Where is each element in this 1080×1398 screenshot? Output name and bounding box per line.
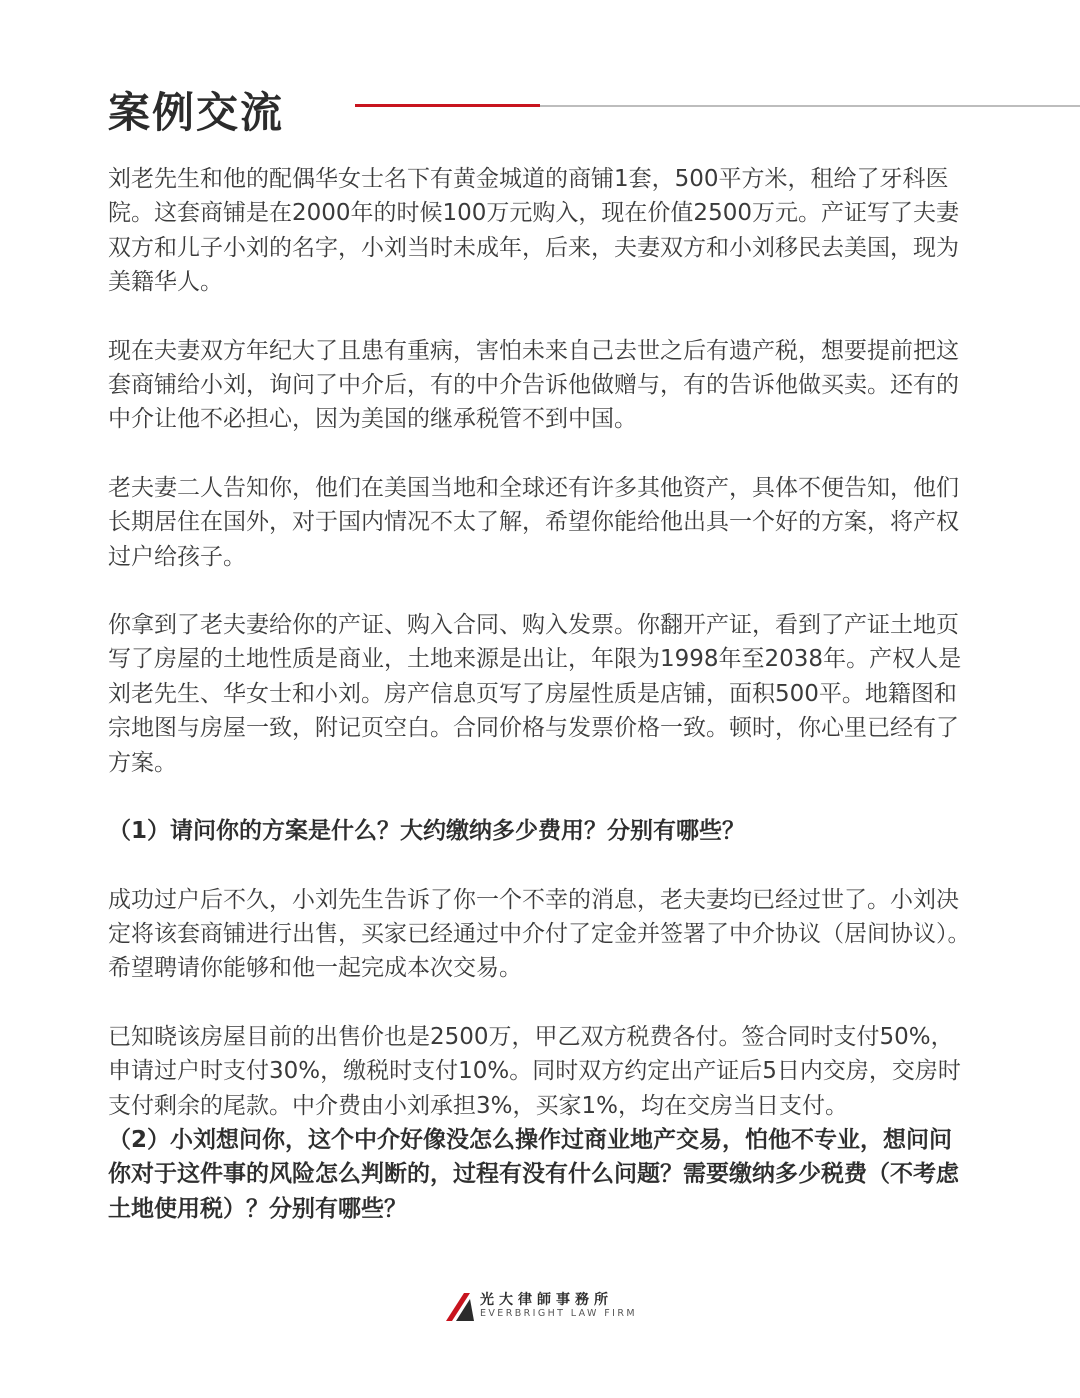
question-2: （2）小刘想问你，这个中介好像没怎么操作过商业地产交易，怕他不专业，想问问你对于这件事的风险怎么判断的，过程有没有什么问题？需要缴纳多少税费（不考虑土地使用税）？分别有哪些？ (108, 1126, 959, 1222)
firm-name-cn: 光大律師事務所 (480, 1292, 613, 1308)
firm-name-en: EVERBRIGHT LAW FIRM (480, 1308, 637, 1319)
page-title: 案例交流 (108, 88, 285, 137)
case-paragraph-5: 成功过户后不久，小刘先生告诉了你一个不幸的消息，老夫妻均已经过世了。小刘决定将该套商铺进行出售，买家已经通过中介付了定金并签署了中介协议（居间协议）。希望聘请你能够和他一起完成本次交易。 (108, 886, 971, 982)
case-paragraph-6: 已知晓该房屋目前的出售价也是2500万，甲乙双方税费各付。签合同时支付50%，申请过户时支付30%，缴税时支付10%。同时双方约定出产证后5日内交房，交房时支付剩余的尾款。中介费由小刘承担3%，买家1%，均在交房当日支付。 (108, 1023, 961, 1119)
title-rule-accent (355, 104, 540, 107)
case-content (108, 162, 974, 1226)
title-rule (540, 105, 1080, 107)
case-paragraph-4: 你拿到了老夫妻给你的产证、购入合同、购入发票。你翻开产证，看到了产证土地页写了房屋的土地性质是商业，土地来源是出让，年限为1998年至2038年。产权人是刘老先生、华女士和小刘。房产信息页写了房屋性质是店铺，面积500平。地籍图和宗地图与房屋一致，附记页空白。合同价格与发票价格一致。顿时，你心里已经有了方案。 (108, 612, 962, 776)
case-paragraph-2: 现在夫妻双方年纪大了且患有重病，害怕未来自己去世之后有遗产税，想要提前把这套商铺给小刘，询问了中介后，有的中介告诉他做赠与，有的告诉他做买卖。还有的中介让他不必担心，因为美国的继承税管不到中国。 (108, 337, 959, 433)
footer-logo (444, 1288, 644, 1324)
question-1: （1）请问你的方案是什么？大约缴纳多少费用？分别有哪些？ (108, 818, 746, 845)
case-paragraph-3: 老夫妻二人告知你，他们在美国当地和全球还有许多其他资产，具体不便告知，他们长期居住在国外，对于国内情况不太了解，希望你能给他出具一个好的方案，将产权过户给孩子。 (108, 474, 959, 570)
everbright-logo-icon (444, 1290, 478, 1322)
case-paragraph-1: 刘老先生和他的配偶华女士名下有黄金城道的商铺1套，500平方米，租给了牙科医院。这套商铺是在2000年的时候100万元购入，现在价值2500万元。产证写了夫妻双方和儿子小刘的名字，小刘当时未成年，后来，夫妻双方和小刘移民去美国，现为美籍华人。 (108, 166, 959, 296)
